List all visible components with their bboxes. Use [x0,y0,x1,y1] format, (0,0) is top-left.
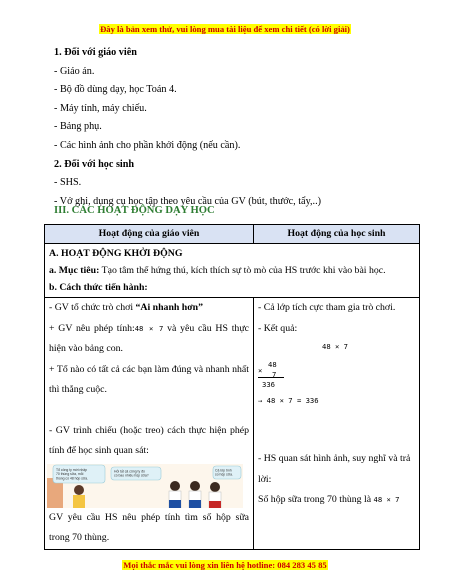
teacher-item: - Máy tính, máy chiếu. [54,102,147,114]
lesson-table [44,224,420,550]
student-item: - SHS. [54,177,82,189]
hs-line: - HS quan sát hình ảnh, suy nghĩ và trả lời: [258,453,411,485]
section-title: III. CÁC HOẠT ĐỘNG DẠY HỌC [54,205,215,216]
calc-times: × [258,366,263,375]
gv-line: - GV tổ chức trò chơi “Ai nhanh hơn” [49,302,204,313]
calc-title: 48 × 7 [322,342,348,351]
teacher-materials [54,44,414,211]
teacher-item: - Bộ đồ dùng dạy, học Toán 4. [54,84,177,96]
calc-conclusion: → 48 × 7 = 336 [258,396,319,405]
calc-mid: 7 [272,370,277,379]
calc-result: 336 [262,380,275,389]
teacher-item: - Bảng phụ. [54,121,102,133]
column-multiplication [258,339,415,413]
hs-line: - Cả lớp tích cực tham gia trò chơi. [258,302,396,313]
teacher-heading: 1. Đối với giáo viên [54,47,137,58]
math-expr: 48 × 7 [373,495,400,504]
calc-top: 48 [268,360,277,369]
gv-line: + GV nêu phép tính:48 × 7 và yêu cầu HS thực hiện vào bảng con. [49,322,249,354]
teacher-cell [45,298,254,550]
classroom-illustration [47,464,249,508]
hs-line: - Kết quả: [258,322,298,334]
header-teacher: Hoạt động của giáo viên [45,225,254,244]
svg-text:Cả lớp tính số hộp: Cả lớp tính số hộp sữa. [215,468,233,477]
method-label: b. Cách thức tiến hành: [49,282,148,293]
goal-label: a. Mục tiêu: [49,265,100,276]
teacher-item: - Các hình ảnh cho phần khởi động (nếu cần). [54,139,241,151]
student-cell [254,298,420,550]
goal-line [49,262,415,279]
student-item: - Vở ghi, dụng cụ học tập theo yêu cầu của GV (bút, thước, tẩy,..) [54,195,322,207]
hotline-banner: Mọi thắc mắc vui lòng xin liên hệ hotline: 084 283 45 85 [123,560,327,570]
svg-text:Tổ công ty mới nhập: Tổ công ty mới nhập 70 thùng sữa, mỗi thùng có 48 hộp sữa. [56,467,89,480]
activity-title: A. HOẠT ĐỘNG KHỞI ĐỘNG [49,248,183,259]
preview-banner: Đây là bản xem thử, vui lòng mua tài liệu để xem chi tiết (có lời giải) [100,24,350,34]
gv-line: + Tổ nào có tất cả các bạn làm đúng và nhanh nhất thì thắng cuộc. [49,363,249,395]
svg-text:Hỏi tất cả công ty đó: Hỏi tất cả công ty đó có bao nhiêu hộp sữa? [114,469,149,478]
gv-line: GV yêu cầu HS nêu phép tính tìm số hộp sữa trong 70 thùng. [49,511,249,543]
header-student: Hoạt động của học sinh [254,225,420,244]
math-expr: 48 × 7 [134,323,164,333]
activity-row [45,244,420,298]
hs-line: Số hộp sữa trong 70 thùng là 48 × 7 [258,494,400,505]
gv-line: - GV trình chiếu (hoặc treo) cách thực hiện phép tính để học sinh quan sát: [49,424,249,456]
goal-text: Tạo tâm thế hứng thú, kích thích sự tò mò của HS trước khi vào bài học. [99,265,386,276]
student-heading: 2. Đối với học sinh [54,158,135,170]
teacher-item: - Giáo án. [54,65,95,77]
